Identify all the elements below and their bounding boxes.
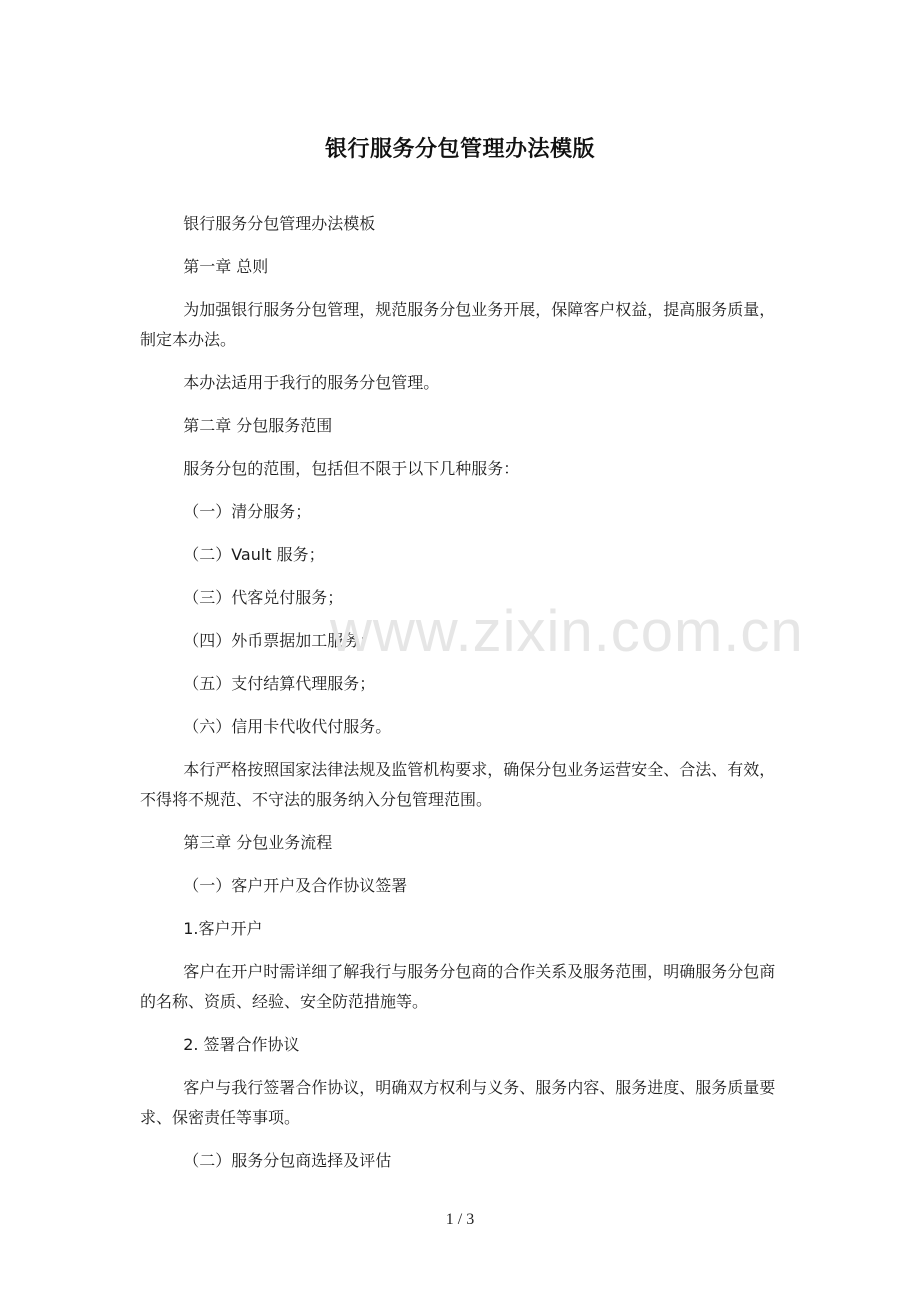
list-item: （六）信用卡代收代付服务。	[183, 717, 392, 736]
paragraph: 为加强银行服务分包管理，规范服务分包业务开展，保障客户权益，提高服务质量，制定本办法。	[140, 300, 776, 349]
subsection-heading: 2. 签署合作协议	[183, 1035, 300, 1054]
list-item: （五）支付结算代理服务；	[183, 674, 376, 693]
section-heading: （一）客户开户及合作协议签署	[183, 876, 408, 895]
list-item: （一）清分服务；	[183, 502, 312, 521]
document-title: 银行服务分包管理办法模版	[324, 137, 595, 162]
chapter-heading: 第二章 分包服务范围	[183, 416, 333, 435]
subsection-heading: 1.客户开户	[183, 919, 263, 938]
paragraph: 服务分包的范围，包括但不限于以下几种服务：	[183, 459, 520, 478]
list-item: （三）代客兑付服务；	[183, 588, 344, 607]
chapter-heading: 第三章 分包业务流程	[183, 833, 333, 852]
paragraph: 客户在开户时需详细了解我行与服务分包商的合作关系及服务范围，明确服务分包商的名称、资质、经验、安全防范措施等。	[140, 962, 776, 1011]
chapter-heading: 第一章 总则	[183, 257, 269, 276]
paragraph: 本办法适用于我行的服务分包管理。	[183, 373, 440, 392]
watermark: www.zixin.com.cn	[330, 599, 804, 664]
list-item: （四）外币票据加工服务；	[183, 631, 376, 650]
document-body	[140, 209, 784, 1189]
paragraph: 银行服务分包管理办法模板	[183, 214, 376, 233]
paragraph: 本行严格按照国家法律法规及监管机构要求，确保分包业务运营安全、合法、有效，不得将不规范、不守法的服务纳入分包管理范围。	[140, 760, 776, 809]
page-number: 1 / 3	[445, 1211, 475, 1228]
section-heading: （二）服务分包商选择及评估	[183, 1151, 392, 1170]
paragraph: 客户与我行签署合作协议，明确双方权利与义务、服务内容、服务进度、服务质量要求、保密责任等事项。	[140, 1078, 776, 1127]
list-item: （二）Vault 服务；	[183, 545, 325, 564]
